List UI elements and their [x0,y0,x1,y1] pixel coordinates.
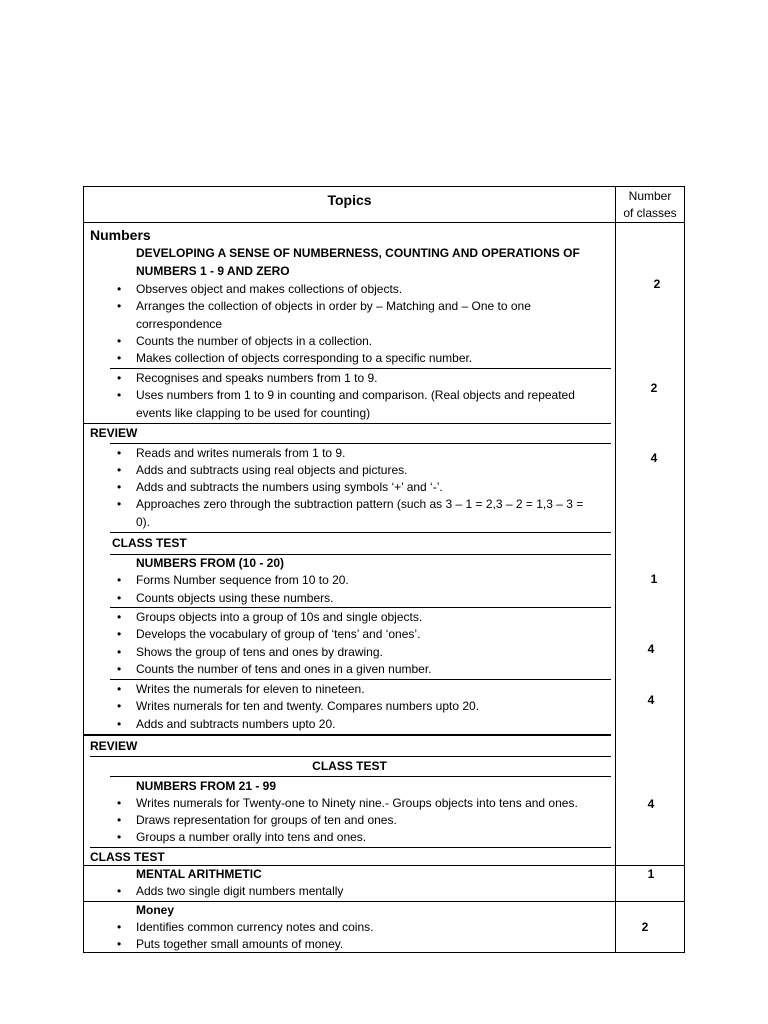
bullet-icon: • [117,813,122,827]
topic-item: Develops the vocabulary of group of ‘tens’ and ‘ones’. [136,627,421,641]
topics-header: Topics [327,192,372,208]
money-top-rule [84,901,684,902]
column-divider [615,187,616,952]
topic-item: Writes numerals for ten and twenty. Compares numbers upto 20. [136,699,480,713]
class-count: 2 [650,381,658,395]
topic-item: Uses numbers from 1 to 9 in counting and comparison. (Real objects and repeated [136,388,575,402]
class-count: 4 [647,642,655,656]
topic-item: Groups a number orally into tens and ones. [136,830,367,844]
class-test-label: CLASS TEST [90,850,165,864]
bullet-icon: • [117,351,122,365]
review-label: REVIEW [90,426,138,440]
class-test-label: CLASS TEST [312,759,387,773]
bullet-icon: • [117,937,122,951]
class-count: 4 [647,797,655,811]
review-label: REVIEW [90,739,138,753]
bullet-icon: • [117,717,122,731]
bullet-icon: • [117,497,122,511]
bullet-icon: • [117,662,122,676]
bullet-icon: • [117,388,122,402]
bullet-icon: • [117,463,122,477]
topic-item-continued: 0). [136,515,151,529]
row-rule [110,776,611,777]
bullet-icon: • [117,699,122,713]
bullet-icon: • [117,573,122,587]
bullet-icon: • [117,610,122,624]
topic-item: Adds and subtracts the numbers using symbols ‘+’ and ‘-’. [136,480,443,494]
row-rule [90,756,611,757]
topic-item: Writes the numerals for eleven to nineteen. [136,682,365,696]
topic-heading: NUMBERS FROM (10 - 20) [136,556,285,570]
topic-item: Adds and subtracts numbers upto 20. [136,717,336,731]
topic-item: Adds and subtracts using real objects and pictures. [136,463,408,477]
topic-item: Counts the number of tens and ones in a given number. [136,662,432,676]
class-count: 2 [653,277,661,291]
bullet-icon: • [117,371,122,385]
class-count: 2 [641,920,649,934]
bullet-icon: • [117,446,122,460]
topic-item: Identifies common currency notes and coins. [136,920,374,934]
row-rule [110,607,611,608]
topic-item: Groups objects into a group of 10s and single objects. [136,610,423,624]
bullet-icon: • [117,591,122,605]
syllabus-table [83,186,685,953]
row-rule [84,423,611,424]
topic-item-continued: correspondence [136,317,223,331]
topic-heading: NUMBERS 1 - 9 AND ZERO [136,264,290,278]
topic-item: Counts objects using these numbers. [136,591,334,605]
topic-heading: DEVELOPING A SENSE OF NUMBERNESS, COUNTING AND OPERATIONS OF [136,246,580,260]
class-count: 1 [650,572,658,586]
header-bottom-rule [84,222,684,223]
topic-item: Puts together small amounts of money. [136,937,344,951]
topic-item: Approaches zero through the subtraction pattern (such as 3 – 1 = 2,3 – 2 = 1,3 – 3 = [136,497,584,511]
row-rule [110,368,611,369]
topic-item: Shows the group of tens and ones by drawing. [136,645,383,659]
bullet-icon: • [117,682,122,696]
class-count: 4 [647,693,655,707]
bullet-icon: • [117,830,122,844]
topic-heading: MENTAL ARITHMETIC [136,867,262,881]
bullet-icon: • [117,920,122,934]
row-rule [84,734,611,736]
row-rule [110,679,611,680]
topic-item: Makes collection of objects corresponding to a specific number. [136,351,473,365]
bullet-icon: • [117,627,122,641]
topic-item-continued: events like clapping to be used for counting) [136,406,371,420]
topic-item: Observes object and makes collections of objects. [136,282,403,296]
bullet-icon: • [117,645,122,659]
class-count: 4 [650,451,658,465]
bullet-icon: • [117,480,122,494]
class-test-label: CLASS TEST [112,536,187,550]
section-title: Numbers [90,227,151,243]
topic-heading: NUMBERS FROM 21 - 99 [136,779,277,793]
topic-item: Forms Number sequence from 10 to 20. [136,573,349,587]
bullet-icon: • [117,796,122,810]
bullet-icon: • [117,282,122,296]
bullet-icon: • [117,299,122,313]
number-of-classes-header-line2: of classes [623,206,677,220]
number-of-classes-header-line1: Number [628,189,672,203]
row-rule [110,554,611,555]
topic-heading: Money [136,903,175,917]
row-rule [110,532,611,533]
row-rule [110,443,611,444]
topic-item: Draws representation for groups of ten and ones. [136,813,397,827]
topic-item: Counts the number of objects in a collection. [136,334,373,348]
topic-item: Reads and writes numerals from 1 to 9. [136,446,346,460]
bullet-icon: • [117,334,122,348]
class-count: 1 [647,867,655,881]
topic-item: Adds two single digit numbers mentally [136,884,344,898]
topic-item: Recognises and speaks numbers from 1 to 9. [136,371,378,385]
mental-arithmetic-top-rule [84,865,684,866]
row-rule [90,847,611,848]
topic-item: Arranges the collection of objects in order by – Matching and – One to one [136,299,531,313]
topic-item: Writes numerals for Twenty-one to Ninety nine.- Groups objects into tens and ones. [136,796,578,810]
bullet-icon: • [117,884,122,898]
